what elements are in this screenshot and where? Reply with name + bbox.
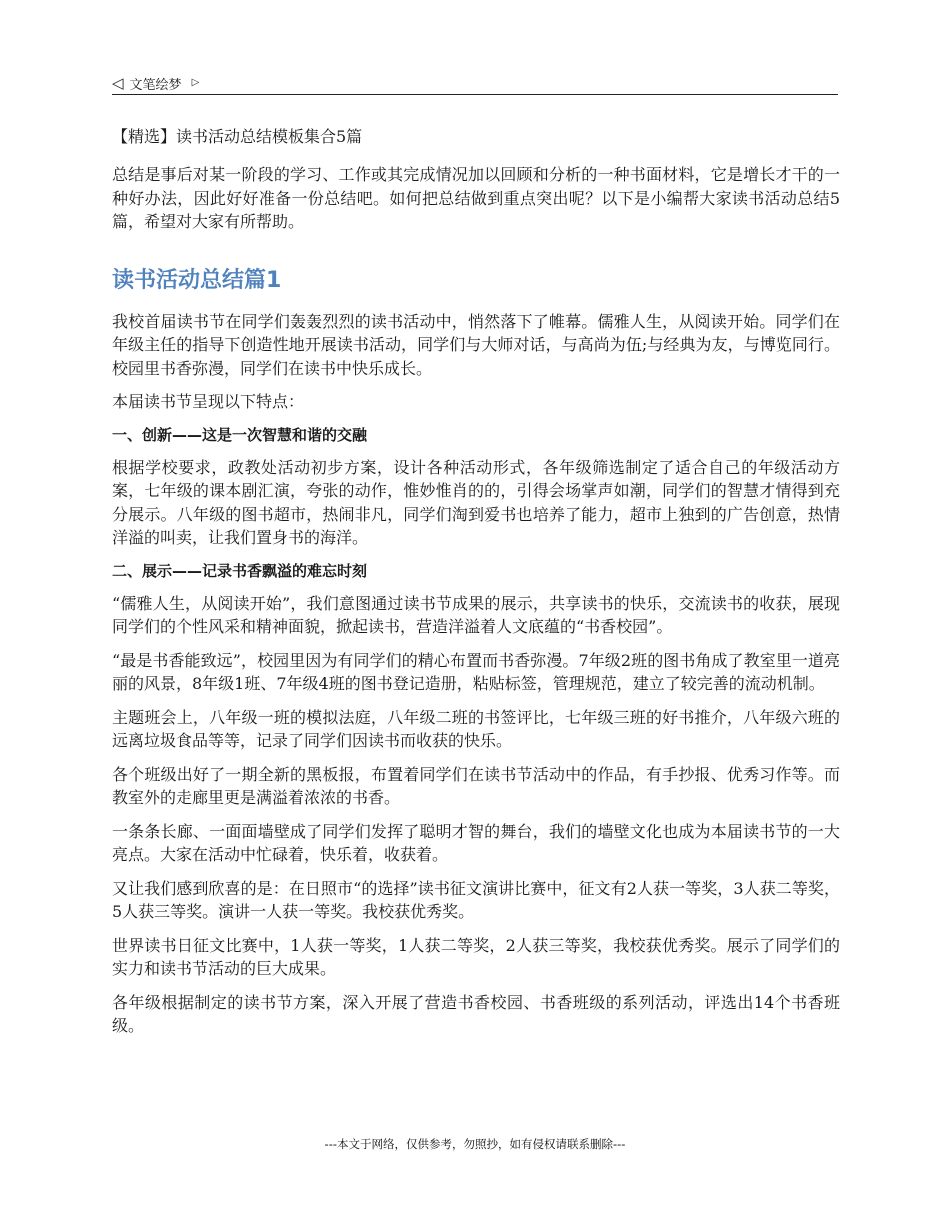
header-title: 文笔绘梦 (129, 77, 182, 93)
paragraph: 我校首届读书节在同学们轰轰烈烈的读书活动中，悄然落下了帷幕。儒雅人生，从阅读开始。同学们在年级主任的指导下创造性地开展读书活动，同学们与大师对话，与高尚为伍;与经典为友，与博览同行。校园里书香弥漫，同学们在读书中快乐成长。 (112, 311, 840, 378)
paragraph: 各年级根据制定的读书节方案，深入开展了营造书香校园、书香班级的系列活动，评选出14个书香班级。 (112, 992, 840, 1035)
paragraph: “儒雅人生，从阅读开始”，我们意图通过读书节成果的展示，共享读书的快乐，交流读书的收获，展现同学们的个性风采和精神面貌，掀起读书，营造洋溢着人文底蕴的“书香校园”。 (112, 593, 840, 636)
paragraph: “最是书香能致远”，校园里因为有同学们的精心布置而书香弥漫。7年级2班的图书角成了教室里一道亮丽的风景，8年级1班、7年级4班的图书登记造册，粘贴标签，管理规范，建立了较完善的流动机制。 (112, 650, 840, 693)
intro-paragraph: 总结是事后对某一阶段的学习、工作或其完成情况加以回顾和分析的一种书面材料，它是增长才干的一种好办法，因此好好准备一份总结吧。如何把总结做到重点突出呢？以下是小编帮大家读书活动总结5篇，希望对大家有所帮助。 (112, 165, 840, 231)
paragraph: 各个班级出好了一期全新的黑板报，布置着同学们在读书节活动中的作品，有手抄报、优秀习作等。而教室外的走廊里更是满溢着浓浓的书香。 (112, 764, 840, 807)
paragraph: 世界读书日征文比赛中，1人获一等奖，1人获二等奖，2人获三等奖，我校获优秀奖。展示了同学们的实力和读书节活动的巨大成果。 (112, 935, 840, 978)
paragraph: 主题班会上，八年级一班的模拟法庭，八年级二班的书签评比，七年级三班的好书推介，八年级六班的远离垃圾食品等等，记录了同学们因读书而收获的快乐。 (112, 707, 840, 750)
triangle-right-icon: ▷ (191, 77, 200, 88)
sub-heading: 二、展示——记录书香飘溢的难忘时刻 (112, 561, 368, 580)
triangle-left-icon: ◁ (112, 73, 124, 92)
paragraph: 本届读书节呈现以下特点： (112, 392, 305, 411)
document-body (112, 125, 840, 1048)
paragraph: 根据学校要求，政教处活动初步方案，设计各种活动形式，各年级筛选制定了适合自己的年级活动方案，七年级的课本剧汇演，夸张的动作，惟妙惟肖的的，引得会场掌声如潮，同学们的智慧才情得到充分展示。八年级的图书超市，热闹非凡，同学们淘到爱书也培养了能力，超市上独到的广告创意，热情洋溢的叫卖，让我们置身书的海洋。 (112, 457, 840, 547)
paragraph: 一条条长廊、一面面墙壁成了同学们发挥了聪明才智的舞台，我们的墙壁文化也成为本届读书节的一大亮点。大家在活动中忙碌着，快乐着，收获着。 (112, 821, 840, 864)
paragraph: 又让我们感到欣喜的是：在日照市“的选择”读书征文演讲比赛中，征文有2人获一等奖，3人获二等奖，5人获三等奖。演讲一人获一等奖。我校获优秀奖。 (112, 878, 840, 921)
sub-heading: 一、创新——这是一次智慧和谐的交融 (112, 425, 368, 444)
section-heading: 读书活动总结篇1 (112, 267, 282, 293)
page-footer: ---本文于网络，仅供参考，勿照抄，如有侵权请联系删除--- (324, 1137, 626, 1151)
page-header (112, 72, 838, 95)
document-title: 【精选】读书活动总结模板集合5篇 (112, 127, 363, 146)
